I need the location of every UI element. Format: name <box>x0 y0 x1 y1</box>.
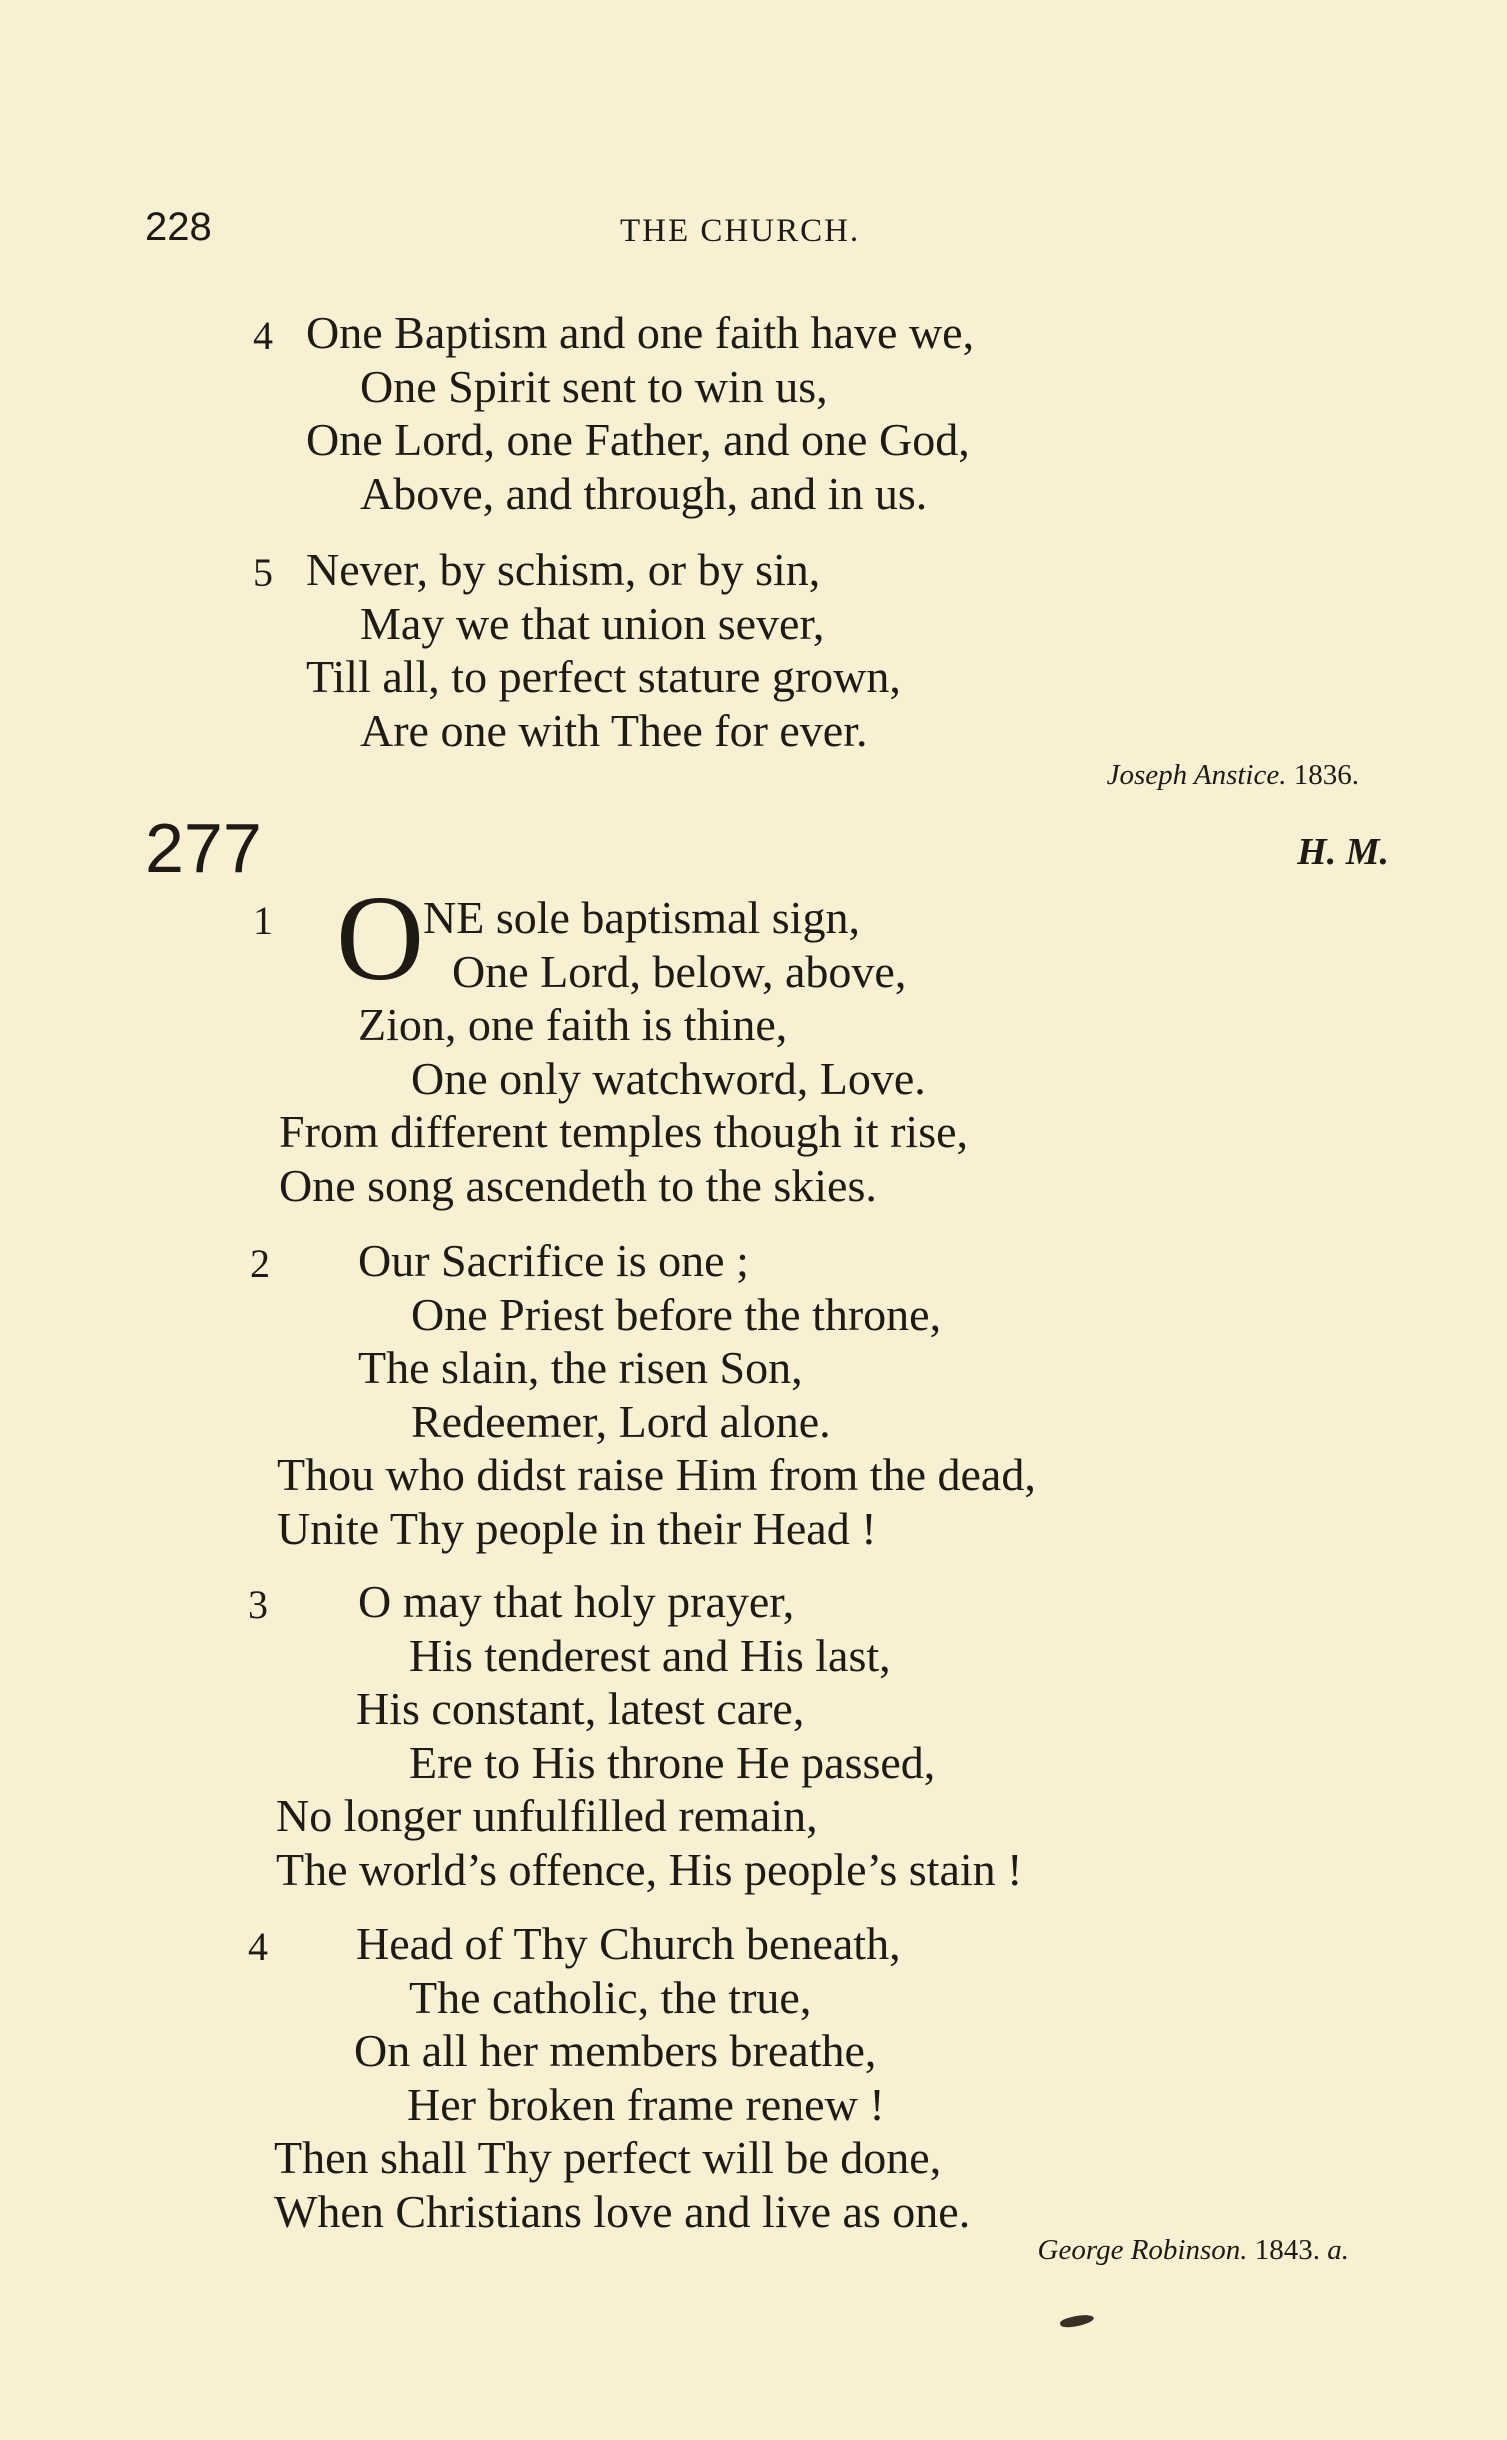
attribution <box>1038 2234 1349 2267</box>
verse-line: NE sole baptismal sign, <box>423 892 860 943</box>
verse-line: One Baptism and one faith have we, <box>306 307 975 358</box>
verse-number: 3 <box>248 1582 268 1627</box>
author-year: 1843. <box>1254 2234 1320 2266</box>
verse-line: The slain, the risen Son, <box>358 1342 803 1393</box>
hymn-meter: H. M. <box>1297 831 1389 873</box>
verse-line: Never, by schism, or by sin, <box>306 544 821 595</box>
author-year: 1836. <box>1293 759 1359 791</box>
verse-line: One song ascendeth to the skies. <box>279 1160 877 1211</box>
verse-line: The catholic, the true, <box>409 1972 812 2023</box>
verse-line: Ere to His throne He passed, <box>409 1737 936 1788</box>
verse-line: On all her members breathe, <box>354 2025 877 2076</box>
verse-line: One Lord, below, above, <box>452 946 907 997</box>
verse-line: From different temples though it rise, <box>279 1106 969 1157</box>
verse-line: One Lord, one Father, and one God, <box>306 414 970 465</box>
verse-line: One Priest before the throne, <box>411 1289 942 1340</box>
verse-line: One Spirit sent to win us, <box>360 361 828 412</box>
verse-number: 4 <box>253 313 273 358</box>
verse-number: 2 <box>250 1241 270 1286</box>
attribution-suffix: a. <box>1327 2234 1349 2266</box>
verse-line: Our Sacrifice is one ; <box>358 1235 749 1286</box>
verse-line: Redeemer, Lord alone. <box>411 1396 831 1447</box>
author-name: Joseph Anstice. <box>1106 759 1287 791</box>
page-number: 228 <box>145 205 212 249</box>
verse-line: Then shall Thy perfect will be done, <box>274 2132 942 2183</box>
verse-line: O may that holy prayer, <box>358 1576 795 1627</box>
verse-line: May we that union sever, <box>360 598 825 649</box>
verse-line: Zion, one faith is thine, <box>358 999 788 1050</box>
drop-cap: O <box>336 871 425 1006</box>
verse-number: 1 <box>253 898 273 943</box>
verse-line: Thou who didst raise Him from the dead, <box>277 1449 1036 1500</box>
verse-line: When Christians love and live as one. <box>274 2186 971 2237</box>
verse-line: One only watchword, Love. <box>411 1053 926 1104</box>
hymn-number: 277 <box>145 809 262 887</box>
verse-line: Till all, to perfect stature grown, <box>306 651 901 702</box>
verse-number: 5 <box>253 550 273 595</box>
verse-line: The world’s offence, His people’s stain ! <box>276 1844 1023 1895</box>
running-title: THE CHURCH. <box>620 213 861 249</box>
verse-line: Are one with Thee for ever. <box>360 705 868 756</box>
verse-line: Above, and through, and in us. <box>360 468 928 519</box>
verse-line: Unite Thy people in their Head ! <box>277 1503 877 1554</box>
printer-ornament <box>1059 2313 1094 2330</box>
verse-line: No longer unfulfilled remain, <box>276 1790 818 1841</box>
verse-line: Her broken frame renew ! <box>407 2079 885 2130</box>
attribution <box>1107 759 1359 792</box>
verse-line: His tenderest and His last, <box>409 1630 891 1681</box>
verse-line: His constant, latest care, <box>356 1683 805 1734</box>
verse-number: 4 <box>248 1924 268 1969</box>
verse-line: Head of Thy Church beneath, <box>356 1918 901 1969</box>
author-name: George Robinson. <box>1037 2234 1248 2266</box>
